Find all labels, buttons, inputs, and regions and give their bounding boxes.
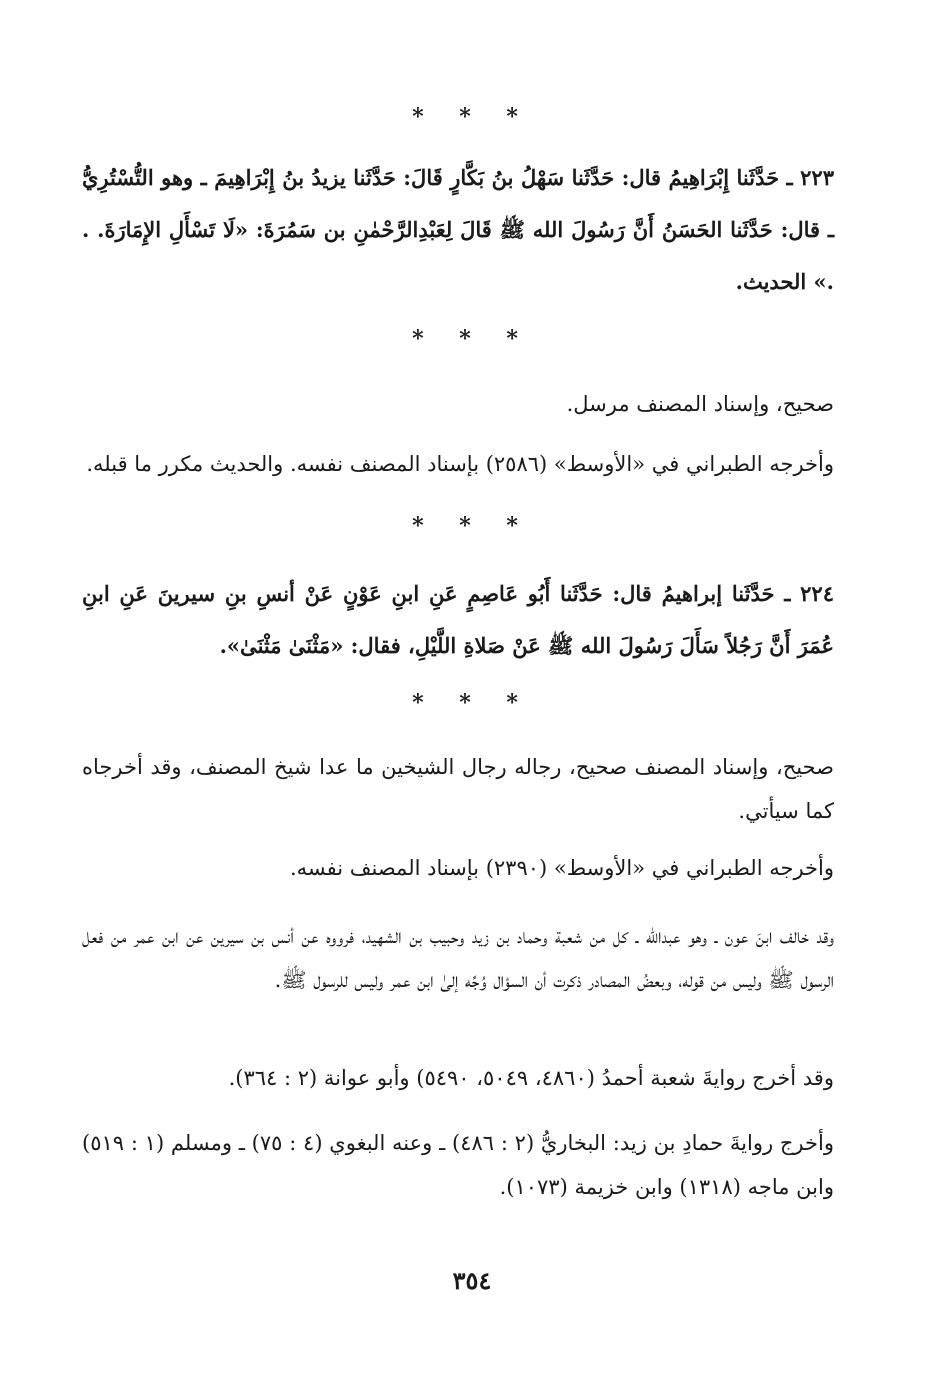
page-number: ٣٥٤	[452, 1266, 492, 1295]
hadith-224-shuba-sources: وقد أخرج روايةَ شعبة أحمدُ (٤٨٦٠، ٥٠٤٩، ٥٤٩٠) وأبو عوانة (٢ : ٣٦٤).	[228, 1066, 834, 1090]
separator-stars: * * *	[412, 690, 532, 716]
hadith-224-hammad-sources: وأخرج روايةَ حمادِ بن زيد: البخاريُّ (٢ : ٤٨٦) ـ وعنه البغوي (٤ : ٧٥) ـ ومسلم (١ : ٥١٩) وابن ماجه (١٣١٨) وابن خزيمة (١٠٧٣).	[82, 1131, 834, 1199]
hadith-223-takhrij: وأخرجه الطبراني في «الأوسط» (٢٥٨٦) بإسناد المصنف نفسه. والحديث مكرر ما قبله.	[86, 452, 834, 476]
hadith-224-tabarani: وأخرجه الطبراني في «الأوسط» (٢٣٩٠) بإسناد المصنف نفسه.	[289, 856, 834, 880]
separator-stars: * * *	[412, 513, 532, 539]
hadith-223-text: ٢٢٣ ـ حَدَّثَنا إِبْرَاهِيمُ قال: حَدَّثَنا سَهْلُ بنُ بَكَّارٍ قَالَ: حَدَّثَنا يزيدُ بنُ إِبْرَاهِيمَ ـ وهو التُّسْتُرِيُّ ـ قال: حَدَّثَنا الحَسَنُ أَنَّ رَسُولَ الله ﷺ قَالَ لِعَبْدِالرَّحْمٰنِ بن سَمُرَةَ: «لَا تَسْأَلِ الإِمَارَةَ. . .» الحديث.	[82, 165, 834, 294]
separator-stars: * * *	[412, 326, 532, 352]
separator-stars: * * *	[412, 104, 532, 130]
hadith-224-grading: صحيح، وإسناد المصنف صحيح، رجاله رجال الشيخين ما عدا شيخ المصنف، وقد أخرجاه كما سيأتي.	[82, 755, 834, 823]
hadith-224-text: ٢٢٤ ـ حَدَّثَنا إبراهيمُ قال: حَدَّثَنا أَبُو عَاصِمٍ عَنِ ابنِ عَوْنٍ عَنْ أنسِ بنِ سيرينَ عَنِ ابنِ عُمَرَ أَنَّ رَجُلاً سَأَلَ رَسُولَ الله ﷺ عَنْ صَلاةِ اللَّيْلِ، فقال: «مَثْنَىٰ مَثْنَىٰ».	[82, 581, 834, 658]
hadith-223-grading: صحيح، وإسناد المصنف مرسل.	[566, 392, 834, 416]
hadith-224-disagreement: وقد خالف ابنَ عون ـ وهو عبدالله ـ كل من شعبة وحماد بن زيد وحبيب بن الشهيد، فرووه عن أنس بن سيرين عن ابن عمر من فعل الرسول ﷺ وليس من قوله، وبعضُ المصادر ذكرت أن السؤال وُجِّه إلىٰ ابن عمر وليس للرسول ﷺ.	[82, 924, 834, 992]
